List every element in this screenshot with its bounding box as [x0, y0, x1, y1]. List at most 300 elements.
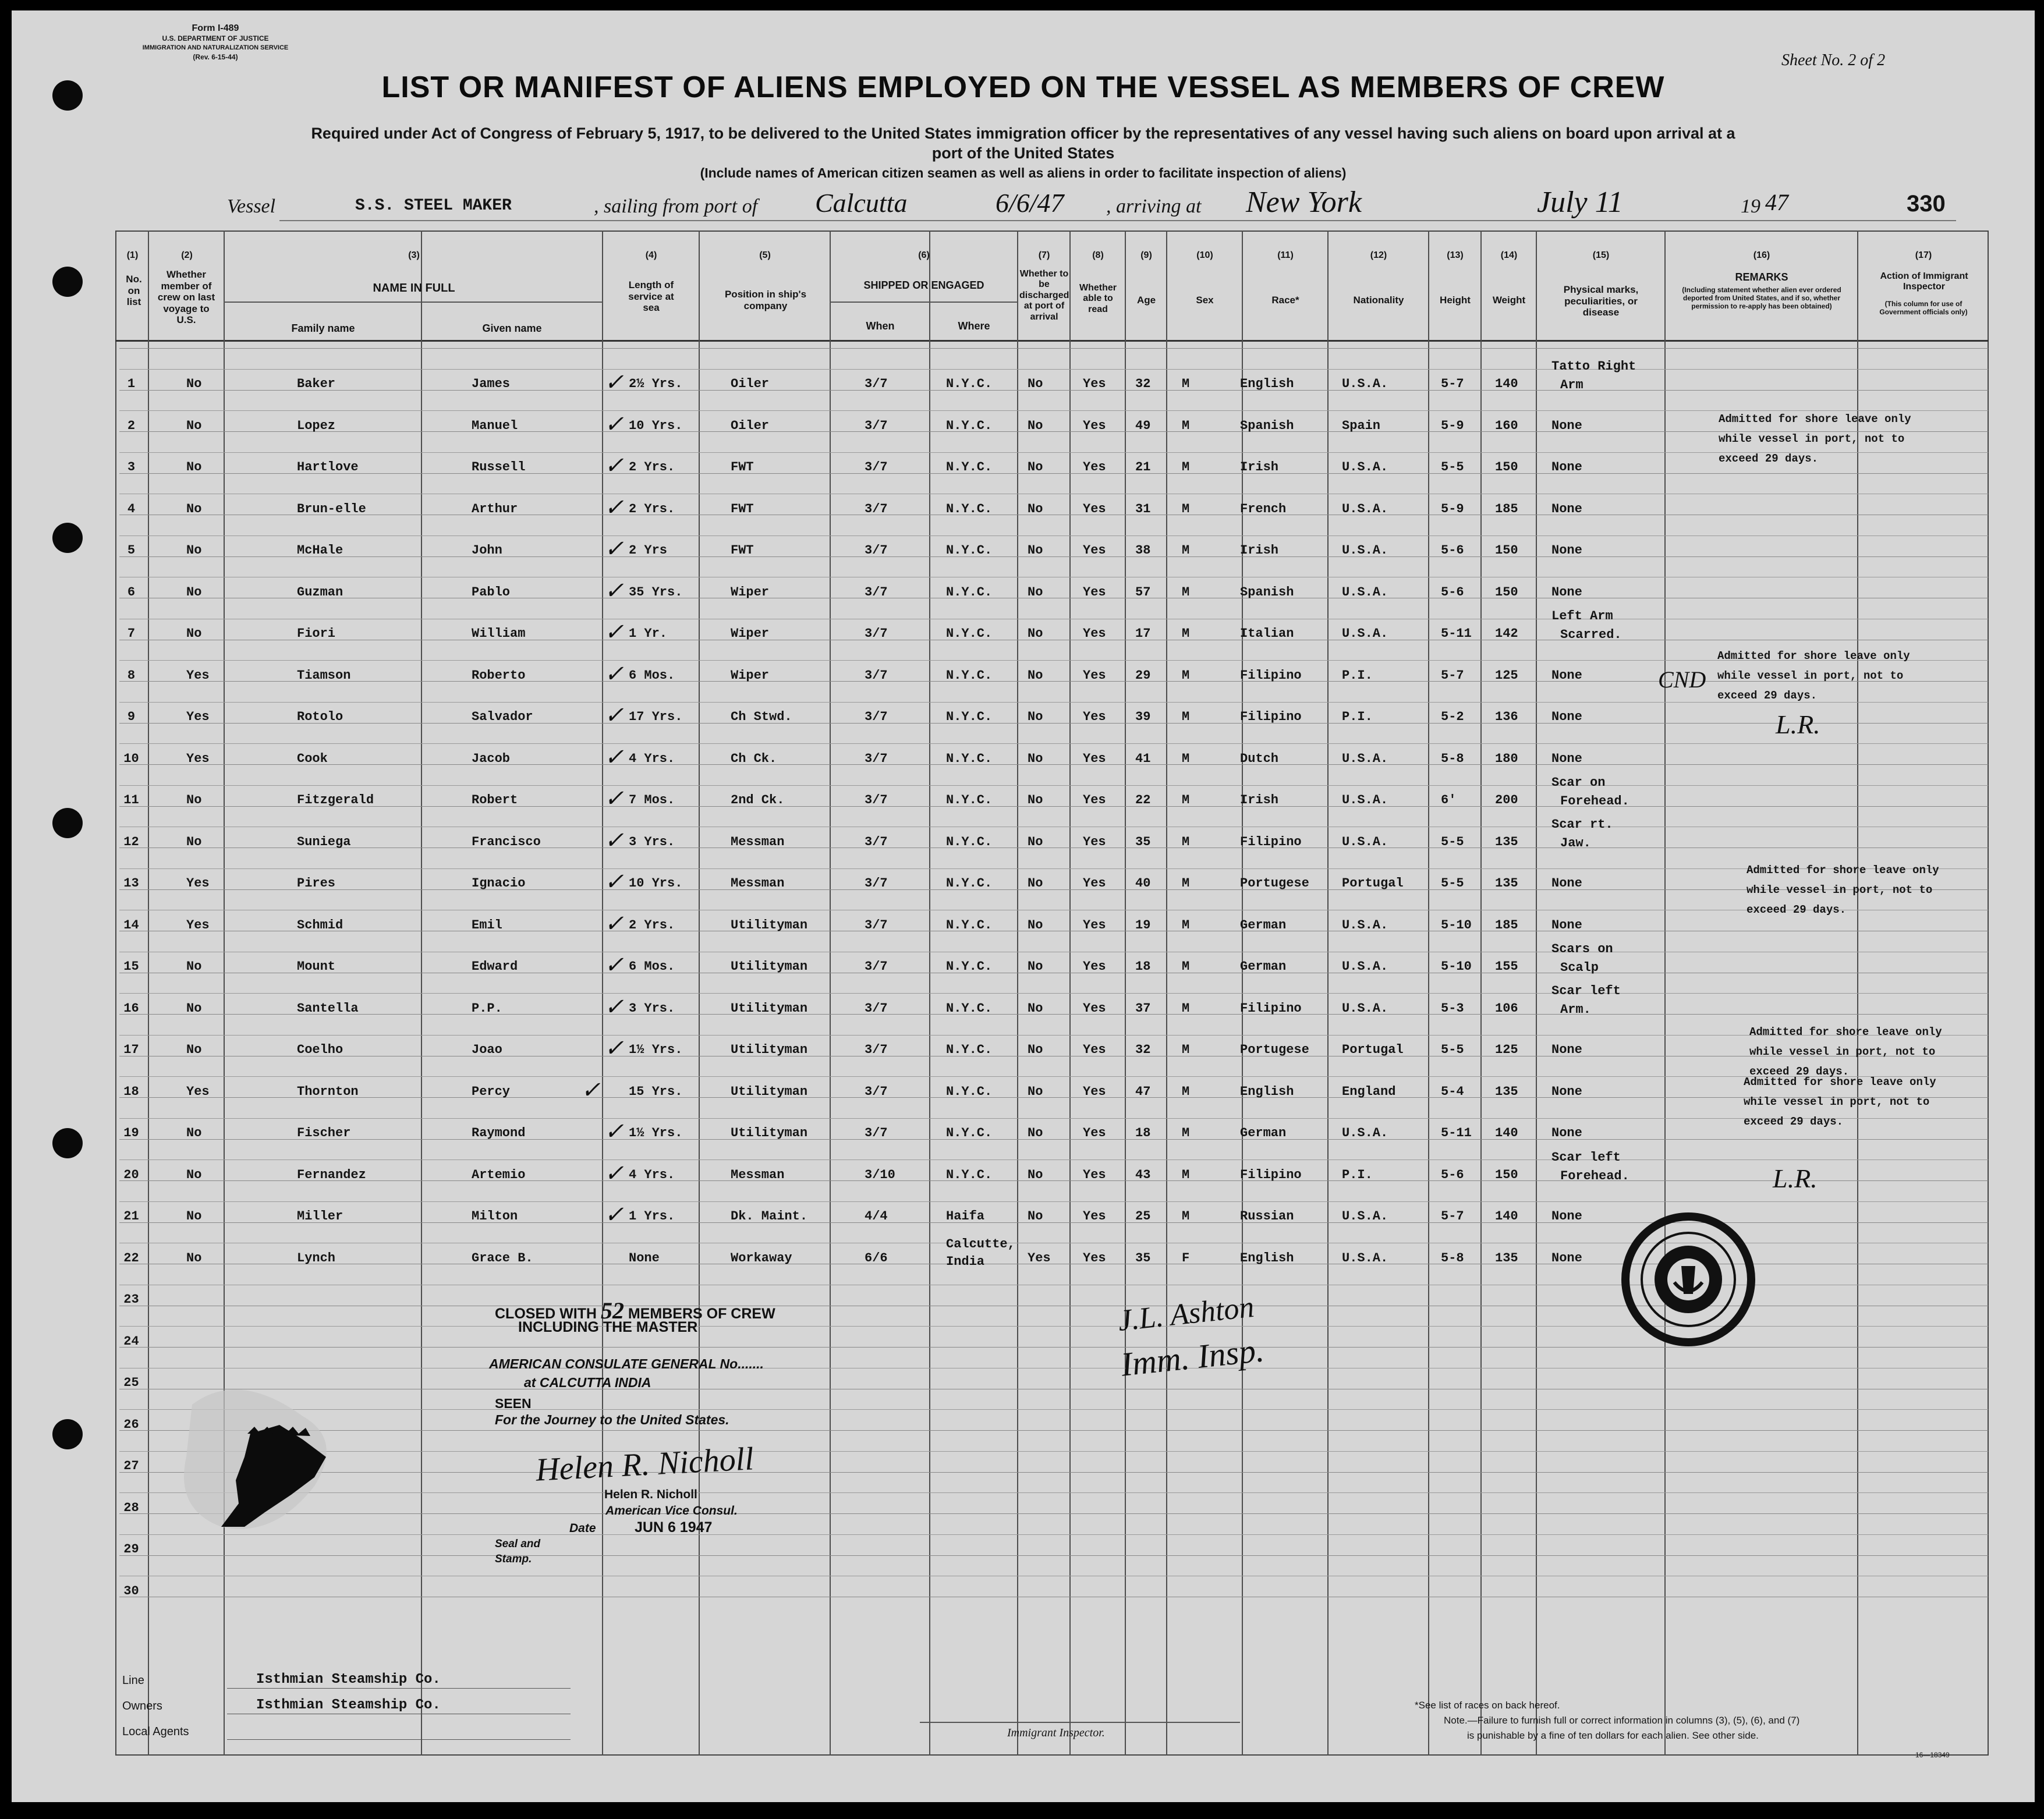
crew-shipped-when: 3/7 [865, 543, 888, 558]
crew-sex: M [1182, 543, 1190, 558]
checkmark-icon: ✓ [604, 910, 624, 937]
crew-sex: M [1182, 668, 1190, 683]
col8-header: Whether able to read [1079, 283, 1117, 314]
row-number: 7 [127, 626, 136, 641]
crew-nationality: P.I. [1342, 668, 1373, 683]
arrival-year: 47 [1765, 189, 1788, 215]
crew-race: Filipino [1240, 1001, 1302, 1016]
grid-line [119, 390, 1988, 391]
crew-nationality: U.S.A. [1342, 834, 1388, 849]
grid-line [119, 1492, 1988, 1493]
crew-height: 5-10 [1441, 959, 1472, 974]
crew-family-name: Lopez [297, 418, 336, 433]
checkmark-icon: ✓ [604, 494, 624, 520]
crew-able-to-read: Yes [1083, 876, 1106, 891]
checkmark-icon: ✓ [604, 827, 624, 853]
crew-shipped-when: 3/7 [865, 1001, 888, 1016]
crew-last-voyage: No [186, 543, 202, 558]
crew-nationality: U.S.A. [1342, 1209, 1388, 1224]
crew-service-length: 1 Yr. [629, 626, 668, 641]
crew-age: 37 [1135, 1001, 1151, 1016]
department-name: U.S. DEPARTMENT OF JUSTICE [162, 34, 269, 42]
grid-line [119, 723, 1988, 724]
crew-age: 41 [1135, 751, 1151, 766]
col15-header: Physical marks, peculiarities, or disease [1563, 284, 1639, 318]
inspector-title-signature: Imm. Insp. [1119, 1331, 1266, 1384]
crew-service-length: 1½ Yrs. [629, 1126, 683, 1140]
crew-shipped-when: 3/7 [865, 1126, 888, 1140]
crew-discharged: No [1028, 834, 1043, 849]
line-value: Isthmian Steamship Co. [256, 1672, 441, 1687]
crew-age: 18 [1135, 959, 1151, 974]
crew-able-to-read: Yes [1083, 1001, 1106, 1016]
crew-weight: 135 [1495, 876, 1518, 891]
grid-line [119, 660, 1988, 661]
crew-shipped-when: 3/7 [865, 1043, 888, 1057]
crew-race: Filipino [1240, 710, 1302, 724]
vessel-name: S.S. STEEL MAKER [355, 197, 512, 215]
arrival-port: New York [1246, 186, 1362, 219]
manifest-sheet [12, 10, 2035, 1802]
crew-age: 43 [1135, 1167, 1151, 1182]
departure-port: Calcutta [815, 188, 908, 218]
crew-given-name: William [472, 626, 526, 641]
crew-last-voyage: No [186, 1209, 202, 1224]
crew-height: 5-4 [1441, 1084, 1464, 1099]
col3-given-header: Given name [482, 322, 542, 334]
crew-race: Filipino [1240, 1167, 1302, 1182]
row-number: 2 [127, 418, 136, 433]
crew-height: 5-6 [1441, 1167, 1464, 1182]
crew-shipped-where: N.Y.C. [946, 668, 993, 683]
crew-shipped-when: 3/7 [865, 501, 888, 516]
crew-discharged: No [1028, 1043, 1043, 1057]
row-number: 3 [127, 460, 136, 474]
crew-shipped-where: N.Y.C. [946, 1084, 993, 1099]
crew-weight: 140 [1495, 377, 1518, 391]
crew-physical-marks-line2: Arm. [1560, 1002, 1591, 1017]
crew-physical-marks-line2: Scarred. [1560, 627, 1622, 642]
crew-last-voyage: Yes [186, 1084, 210, 1099]
crew-given-name: Francisco [472, 834, 541, 849]
crew-family-name: Santella [297, 1001, 359, 1016]
crew-given-name: P.P. [472, 1001, 502, 1016]
crew-physical-marks: None [1551, 584, 1582, 600]
crew-given-name: Milton [472, 1209, 518, 1224]
crew-shipped-when: 3/7 [865, 584, 888, 600]
grid-line [119, 1097, 1988, 1098]
consul-title: American Vice Consul. [605, 1504, 738, 1517]
crew-family-name: Tiamson [297, 668, 351, 683]
crew-weight: 160 [1495, 418, 1518, 433]
col17-num: (17) [1915, 250, 1932, 260]
crew-nationality: U.S.A. [1342, 584, 1388, 600]
crew-nationality: U.S.A. [1342, 959, 1388, 974]
col4-num: (4) [645, 250, 657, 260]
crew-able-to-read: Yes [1083, 626, 1106, 641]
col6-num: (6) [918, 250, 930, 260]
inspector-signature: J.L. Ashton [1116, 1290, 1256, 1338]
crew-position: Utilityman [731, 1084, 808, 1099]
crew-shipped-where: N.Y.C. [946, 1126, 993, 1140]
row-number: 11 [123, 793, 139, 807]
crew-family-name: Fitzgerald [297, 793, 374, 807]
crew-able-to-read: Yes [1083, 834, 1106, 849]
crew-family-name: Pires [297, 876, 336, 891]
crew-discharged: No [1028, 710, 1043, 724]
crew-height: 5-8 [1441, 1250, 1464, 1265]
crew-service-length: 10 Yrs. [629, 876, 683, 891]
col1-num: (1) [126, 250, 139, 260]
crew-height: 5-6 [1441, 584, 1464, 600]
crew-service-length: 35 Yrs. [629, 584, 683, 600]
crew-sex: M [1182, 1001, 1190, 1016]
crew-shipped-where: Calcutte, India [946, 1236, 1015, 1269]
crew-shipped-when: 3/7 [865, 668, 888, 683]
crew-service-length: 1½ Yrs. [629, 1043, 683, 1057]
crew-nationality: U.S.A. [1342, 460, 1388, 474]
crew-nationality: U.S.A. [1342, 626, 1388, 641]
crew-shipped-when: 3/7 [865, 710, 888, 724]
crew-given-name: Ignacio [472, 876, 526, 891]
col13-header: Height [1440, 295, 1471, 306]
crew-physical-marks: None [1551, 710, 1582, 724]
crew-weight: 135 [1495, 1250, 1518, 1265]
checkmark-icon: ✓ [604, 577, 624, 604]
crew-last-voyage: No [186, 1250, 202, 1265]
crew-position: FWT [731, 543, 754, 558]
crew-able-to-read: Yes [1083, 501, 1106, 516]
crew-race: Filipino [1240, 834, 1302, 849]
grid-line [119, 806, 1988, 807]
races-note: *See list of races on back hereof. [1415, 1700, 1560, 1711]
crew-age: 21 [1135, 460, 1151, 474]
form-subtitle: Required under Act of Congress of February 5, 1917, to be delivered to the United States immigration officer by the representatives of any vessel having such aliens on board upon arrival at a [311, 125, 1735, 142]
crew-last-voyage: Yes [186, 710, 210, 724]
crew-nationality: U.S.A. [1342, 1126, 1388, 1140]
crew-able-to-read: Yes [1083, 751, 1106, 766]
checkmark-icon: ✓ [604, 536, 624, 562]
crew-age: 22 [1135, 793, 1151, 807]
grid-line [119, 369, 1988, 370]
crew-discharged: No [1028, 1209, 1043, 1224]
crew-position: Workaway [731, 1250, 792, 1265]
crew-sex: M [1182, 1167, 1190, 1182]
checkmark-icon: ✓ [604, 369, 624, 395]
crew-shipped-where: N.Y.C. [946, 1001, 993, 1016]
crew-family-name: Suniega [297, 834, 351, 849]
crew-able-to-read: Yes [1083, 460, 1106, 474]
crew-service-length: 10 Yrs. [629, 418, 683, 433]
crew-discharged: No [1028, 751, 1043, 766]
crew-race: German [1240, 917, 1287, 932]
crew-discharged: No [1028, 917, 1043, 932]
checkmark-icon: ✓ [604, 993, 624, 1020]
grid-line [119, 889, 1988, 890]
crew-shipped-where: N.Y.C. [946, 876, 993, 891]
crew-shipped-when: 3/7 [865, 959, 888, 974]
crew-age: 17 [1135, 626, 1151, 641]
grid-line [119, 993, 1988, 994]
page-number: 330 [1907, 191, 1946, 217]
crew-shipped-when: 3/7 [865, 917, 888, 932]
crew-shipped-where: N.Y.C. [946, 1043, 993, 1057]
crew-weight: 135 [1495, 1084, 1518, 1099]
crew-sex: M [1182, 418, 1190, 433]
crew-physical-marks: Scar rt. [1551, 817, 1613, 832]
crew-position: Utilityman [731, 1001, 808, 1016]
crew-race: Portugese [1240, 1043, 1309, 1057]
crew-sex: M [1182, 1043, 1190, 1057]
crew-physical-marks: None [1551, 1043, 1582, 1057]
crew-discharged: No [1028, 584, 1043, 600]
crew-physical-marks: Scar left [1551, 1150, 1621, 1165]
crew-nationality: P.I. [1342, 1167, 1373, 1182]
closed-with-stamp: CLOSED WITH 52 MEMBERS OF CREW [495, 1297, 775, 1324]
row-number: 4 [127, 501, 136, 516]
consulate-location: at CALCUTTA INDIA [524, 1375, 651, 1390]
crew-position: Wiper [731, 626, 770, 641]
crew-given-name: Jacob [472, 751, 511, 766]
crew-sex: M [1182, 626, 1190, 641]
crew-last-voyage: Yes [186, 668, 210, 683]
col3-header: NAME IN FULL [373, 282, 455, 295]
grid-line [119, 452, 1988, 453]
crew-service-length: 2 Yrs. [629, 917, 675, 932]
crew-sex: M [1182, 501, 1190, 516]
consulate-date: JUN 6 1947 [635, 1519, 713, 1536]
remark-shore-leave: Admitted for shore leave only while vessel in port, not to exceed 29 days. [1749, 1026, 1942, 1078]
crew-last-voyage: No [186, 626, 202, 641]
col10-num: (10) [1196, 250, 1213, 260]
row-number: 20 [123, 1167, 139, 1182]
crew-height: 5-9 [1441, 501, 1464, 516]
owners-label: Owners [122, 1700, 162, 1712]
grid-line [119, 1014, 1988, 1015]
crew-physical-marks: Tatto Right [1551, 359, 1636, 374]
crew-race: English [1240, 1084, 1294, 1099]
journey-stamp: For the Journey to the United States. [495, 1412, 729, 1427]
checkmark-icon: ✓ [604, 1118, 624, 1144]
circular-seal [1618, 1212, 1758, 1346]
crew-given-name: Manuel [472, 418, 518, 433]
crew-shipped-when: 3/7 [865, 751, 888, 766]
checkmark-icon: ✓ [604, 702, 624, 728]
crew-height: 5-7 [1441, 1209, 1464, 1224]
crew-sex: F [1182, 1250, 1190, 1265]
crew-able-to-read: Yes [1083, 543, 1106, 558]
crew-discharged: No [1028, 626, 1043, 641]
crew-family-name: Baker [297, 377, 336, 391]
col11-num: (11) [1277, 250, 1294, 260]
crew-age: 38 [1135, 543, 1151, 558]
crew-weight: 136 [1495, 710, 1518, 724]
crew-height: 5-9 [1441, 418, 1464, 433]
crew-nationality: Spain [1342, 418, 1381, 433]
crew-shipped-when: 3/7 [865, 418, 888, 433]
crew-position: Utilityman [731, 1043, 808, 1057]
crew-height: 5-7 [1441, 377, 1464, 391]
crew-given-name: Arthur [472, 501, 518, 516]
crew-physical-marks: None [1551, 1084, 1582, 1099]
crew-physical-marks: None [1551, 876, 1582, 891]
col11-header: Race* [1271, 295, 1299, 306]
row-number: 8 [127, 668, 136, 683]
crew-family-name: McHale [297, 543, 343, 558]
crew-given-name: Pablo [472, 584, 511, 600]
crew-age: 18 [1135, 1126, 1151, 1140]
crew-age: 32 [1135, 377, 1151, 391]
crew-shipped-when: 3/7 [865, 626, 888, 641]
crew-position: Wiper [731, 584, 770, 600]
crew-physical-marks: Left Arm [1551, 609, 1613, 623]
crew-shipped-when: 4/4 [865, 1209, 888, 1224]
crew-last-voyage: No [186, 501, 202, 516]
crew-able-to-read: Yes [1083, 1250, 1106, 1265]
crew-shipped-when: 3/7 [865, 834, 888, 849]
crew-shipped-where: N.Y.C. [946, 501, 993, 516]
grid-line [119, 1118, 1988, 1119]
grid-line [119, 1555, 1988, 1556]
grid-line [119, 785, 1988, 786]
crew-physical-marks: None [1551, 460, 1582, 474]
form-number: Form I-489 [192, 23, 239, 33]
grid-line [119, 1409, 1988, 1410]
year-prefix: 19 [1741, 196, 1760, 217]
crew-race: Spanish [1240, 418, 1294, 433]
crew-height: 5-6 [1441, 543, 1464, 558]
crew-able-to-read: Yes [1083, 1209, 1106, 1224]
sailing-date: 6/6/47 [996, 188, 1064, 218]
penalty-note: Note.—Failure to furnish full or correct information in columns (3), (5), (6), and (7) [1444, 1715, 1800, 1726]
col1-header: No. on list [126, 274, 142, 308]
crew-physical-marks: Scar left [1551, 983, 1621, 998]
checkmark-icon: ✓ [604, 785, 624, 811]
row-number: 9 [127, 710, 136, 724]
grid-line [119, 681, 1988, 682]
crew-shipped-where: N.Y.C. [946, 751, 993, 766]
crew-race: Irish [1240, 460, 1279, 474]
checkmark-icon: ✓ [604, 410, 624, 437]
crew-service-length: 7 Mos. [629, 793, 675, 807]
col3-family-header: Family name [291, 322, 355, 334]
crew-discharged: No [1028, 543, 1043, 558]
grid-line [119, 410, 1988, 411]
owners-value: Isthmian Steamship Co. [256, 1697, 441, 1713]
crew-nationality: U.S.A. [1342, 1001, 1388, 1016]
crew-height: 5-5 [1441, 876, 1464, 891]
crew-physical-marks: None [1551, 1209, 1582, 1224]
punch-hole [52, 523, 83, 553]
grid-line [119, 431, 1988, 432]
crew-position: Wiper [731, 668, 770, 683]
crew-discharged: No [1028, 1001, 1043, 1016]
crew-height: 5-11 [1441, 626, 1472, 641]
crew-sex: M [1182, 876, 1190, 891]
crew-weight: 140 [1495, 1126, 1518, 1140]
crew-last-voyage: Yes [186, 751, 210, 766]
crew-discharged: No [1028, 1126, 1043, 1140]
col6-where-header: Where [958, 320, 990, 332]
crew-nationality: England [1342, 1084, 1396, 1099]
crew-sex: M [1182, 1084, 1190, 1099]
punch-hole [52, 808, 83, 838]
crew-weight: 150 [1495, 584, 1518, 600]
crew-race: Dutch [1240, 751, 1279, 766]
row-number: 19 [123, 1126, 139, 1140]
crew-last-voyage: Yes [186, 917, 210, 932]
crew-given-name: Artemio [472, 1167, 526, 1182]
crew-family-name: Rotolo [297, 710, 343, 724]
row-number: 21 [123, 1209, 139, 1224]
row-number: 16 [123, 1001, 139, 1016]
col14-num: (14) [1500, 250, 1518, 260]
crew-height: 5-5 [1441, 834, 1464, 849]
crew-age: 57 [1135, 584, 1151, 600]
seen-stamp: SEEN [495, 1396, 532, 1411]
row-number: 14 [123, 917, 139, 932]
crew-given-name: Joao [472, 1043, 502, 1057]
crew-height: 5-10 [1441, 917, 1472, 932]
crew-race: German [1240, 1126, 1287, 1140]
crew-service-length: None [629, 1250, 660, 1265]
consul-signature: Helen R. Nicholl [534, 1441, 755, 1488]
crew-shipped-where: Haifa [946, 1209, 985, 1224]
crew-given-name: Grace B. [472, 1250, 533, 1265]
crew-position: Utilityman [731, 959, 808, 974]
col6-header: SHIPPED OR ENGAGED [863, 279, 984, 291]
crew-sex: M [1182, 793, 1190, 807]
punch-hole [52, 267, 83, 297]
crew-service-length: 15 Yrs. [629, 1084, 683, 1099]
crew-last-voyage: No [186, 834, 202, 849]
crew-last-voyage: No [186, 1126, 202, 1140]
crew-able-to-read: Yes [1083, 1126, 1106, 1140]
crew-family-name: Hartlove [297, 460, 359, 474]
crew-sex: M [1182, 1126, 1190, 1140]
crew-height: 5-3 [1441, 1001, 1464, 1016]
col10-header: Sex [1196, 295, 1214, 306]
remark-lr: L.R. [1773, 1164, 1818, 1193]
col5-num: (5) [759, 250, 771, 260]
including-master: INCLUDING THE MASTER [518, 1319, 698, 1335]
crew-position: Messman [731, 876, 785, 891]
crew-service-length: 2 Yrs [629, 543, 668, 558]
crew-weight: 140 [1495, 1209, 1518, 1224]
crew-family-name: Thornton [297, 1084, 359, 1099]
crew-service-length: 3 Yrs. [629, 1001, 675, 1016]
remark-cnd: CND [1658, 666, 1706, 693]
crew-race: Portugese [1240, 876, 1309, 891]
crew-position: Ch Ck. [731, 751, 777, 766]
col3-num: (3) [408, 250, 420, 260]
crew-discharged: No [1028, 959, 1043, 974]
form-code: 16—18349 [1915, 1751, 1950, 1759]
crew-shipped-when: 3/7 [865, 793, 888, 807]
row-number: 6 [127, 584, 136, 600]
crew-race: German [1240, 959, 1287, 974]
col5-header: Position in ship's company [724, 289, 807, 311]
crew-shipped-where: N.Y.C. [946, 710, 993, 724]
crew-weight: 150 [1495, 1167, 1518, 1182]
crew-service-length: 6 Mos. [629, 959, 675, 974]
col2-header: Whether member of crew on last voyage to U.S. [157, 269, 215, 326]
sheet-number: Sheet No. 2 of 2 [1781, 51, 1886, 69]
local-agents-label: Local Agents [122, 1725, 189, 1738]
crew-shipped-where: N.Y.C. [946, 377, 993, 391]
checkmark-icon: ✓ [604, 1160, 624, 1186]
crew-family-name: Miller [297, 1209, 343, 1224]
